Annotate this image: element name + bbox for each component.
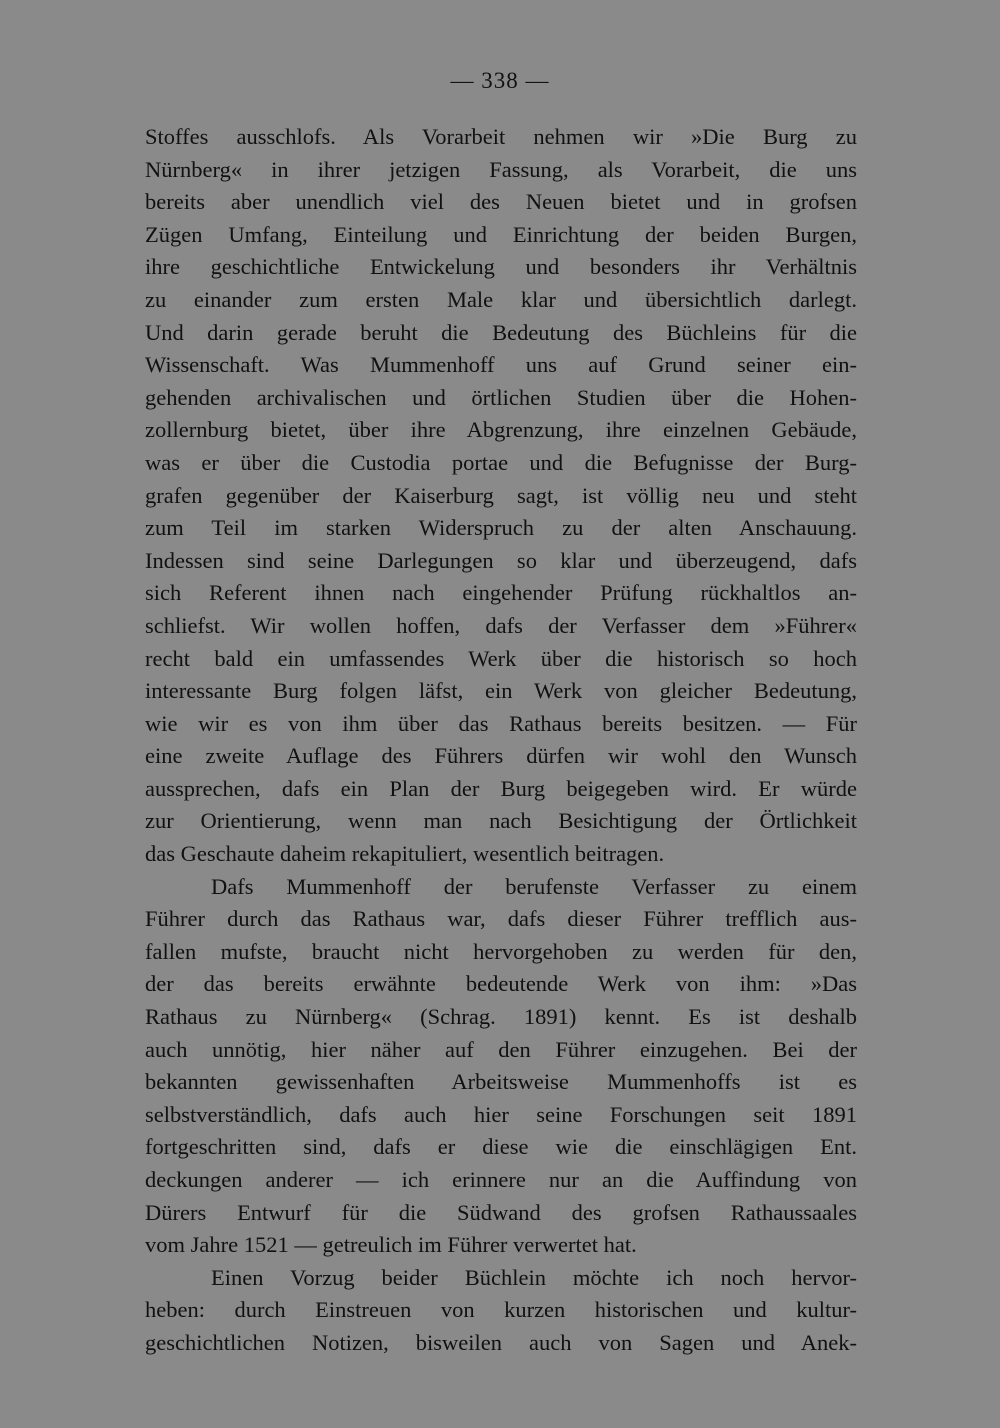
text-line: das Geschaute daheim rekapituliert, wesentlich beitragen. — [145, 841, 665, 867]
text-line: geschichtlichen Notizen, bisweilen auch von Sagen und Anek- — [145, 1329, 857, 1355]
page-number: — 338 — — [450, 68, 550, 93]
text-line: aussprechen, dafs ein Plan der Burg beigegeben wird. Er würde — [145, 775, 857, 801]
body-text — [145, 121, 857, 1360]
text-line: selbstverständlich, dafs auch hier seine Forschungen seit 1891 — [145, 1101, 857, 1127]
text-line: zum Teil im starken Widerspruch zu der alten Anschauung. — [145, 515, 857, 541]
text-line: zur Orientierung, wenn man nach Besichtigung der Örtlichkeit — [145, 808, 857, 834]
text-line: fortgeschritten sind, dafs er diese wie die einschlägigen Ent. — [145, 1134, 857, 1160]
text-line: fallen mufste, braucht nicht hervorgehoben zu werden für den, — [145, 938, 857, 964]
paragraph — [145, 871, 857, 1262]
text-line: interessante Burg folgen läfst, ein Werk von gleicher Bedeutung, — [145, 678, 857, 704]
text-line: zollernburg bietet, über ihre Abgrenzung, ihre einzelnen Gebäude, — [145, 417, 857, 443]
text-line: grafen gegenüber der Kaiserburg sagt, ist völlig neu und steht — [145, 482, 857, 508]
text-line: Einen Vorzug beider Büchlein möchte ich noch hervor- — [211, 1264, 857, 1290]
text-line: heben: durch Einstreuen von kurzen historischen und kultur- — [145, 1297, 857, 1323]
text-line: Indessen sind seine Darlegungen so klar und überzeugend, dafs — [145, 547, 857, 573]
text-line: Dafs Mummenhoff der berufenste Verfasser zu einem — [211, 873, 857, 899]
text-line: schliefst. Wir wollen hoffen, dafs der Verfasser dem »Führer« — [145, 612, 857, 638]
text-line: Zügen Umfang, Einteilung und Einrichtung der beiden Burgen, — [145, 221, 857, 247]
text-line: wie wir es von ihm über das Rathaus bereits besitzen. — Für — [145, 710, 857, 736]
text-line: bekannten gewissenhaften Arbeitsweise Mummenhoffs ist es — [145, 1069, 857, 1095]
text-line: zu einander zum ersten Male klar und übersichtlich darlegt. — [145, 286, 857, 312]
text-line: Führer durch das Rathaus war, dafs dieser Führer trefflich aus- — [145, 906, 857, 932]
paragraph — [145, 1262, 857, 1360]
text-line: Nürnberg« in ihrer jetzigen Fassung, als Vorarbeit, die uns — [145, 156, 857, 182]
text-line: deckungen anderer — ich erinnere nur an die Auffindung von — [145, 1167, 857, 1192]
text-line: bereits aber unendlich viel des Neuen bietet und in grofsen — [145, 189, 857, 215]
text-line: Dürers Entwurf für die Südwand des grofsen Rathaussaales — [145, 1199, 857, 1225]
text-line: auch unnötig, hier näher auf den Führer einzugehen. Bei der — [145, 1036, 857, 1062]
text-line: gehenden archivalischen und örtlichen Studien über die Hohen- — [145, 384, 857, 410]
text-line: eine zweite Auflage des Führers dürfen wir wohl den Wunsch — [145, 743, 857, 769]
text-line: der das bereits erwähnte bedeutende Werk von ihm: »Das — [145, 971, 857, 997]
text-line: was er über die Custodia portae und die Befugnisse der Burg- — [145, 449, 857, 475]
text-line: sich Referent ihnen nach eingehender Prüfung rückhaltlos an- — [145, 580, 857, 606]
text-line: Stoffes ausschlofs. Als Vorarbeit nehmen wir »Die Burg zu — [145, 124, 857, 149]
text-line: recht bald ein umfassendes Werk über die historisch so hoch — [145, 645, 857, 671]
text-line: Und darin gerade beruht die Bedeutung des Büchleins für die — [145, 319, 857, 345]
text-line: Wissenschaft. Was Mummenhoff uns auf Grund seiner ein- — [145, 352, 857, 378]
text-line: ihre geschichtliche Entwickelung und besonders ihr Verhältnis — [145, 254, 857, 280]
paragraph — [145, 121, 857, 871]
text-line: Rathaus zu Nürnberg« (Schrag. 1891) kennt. Es ist deshalb — [145, 1004, 857, 1030]
text-line: vom Jahre 1521 — getreulich im Führer verwertet hat. — [145, 1232, 637, 1258]
